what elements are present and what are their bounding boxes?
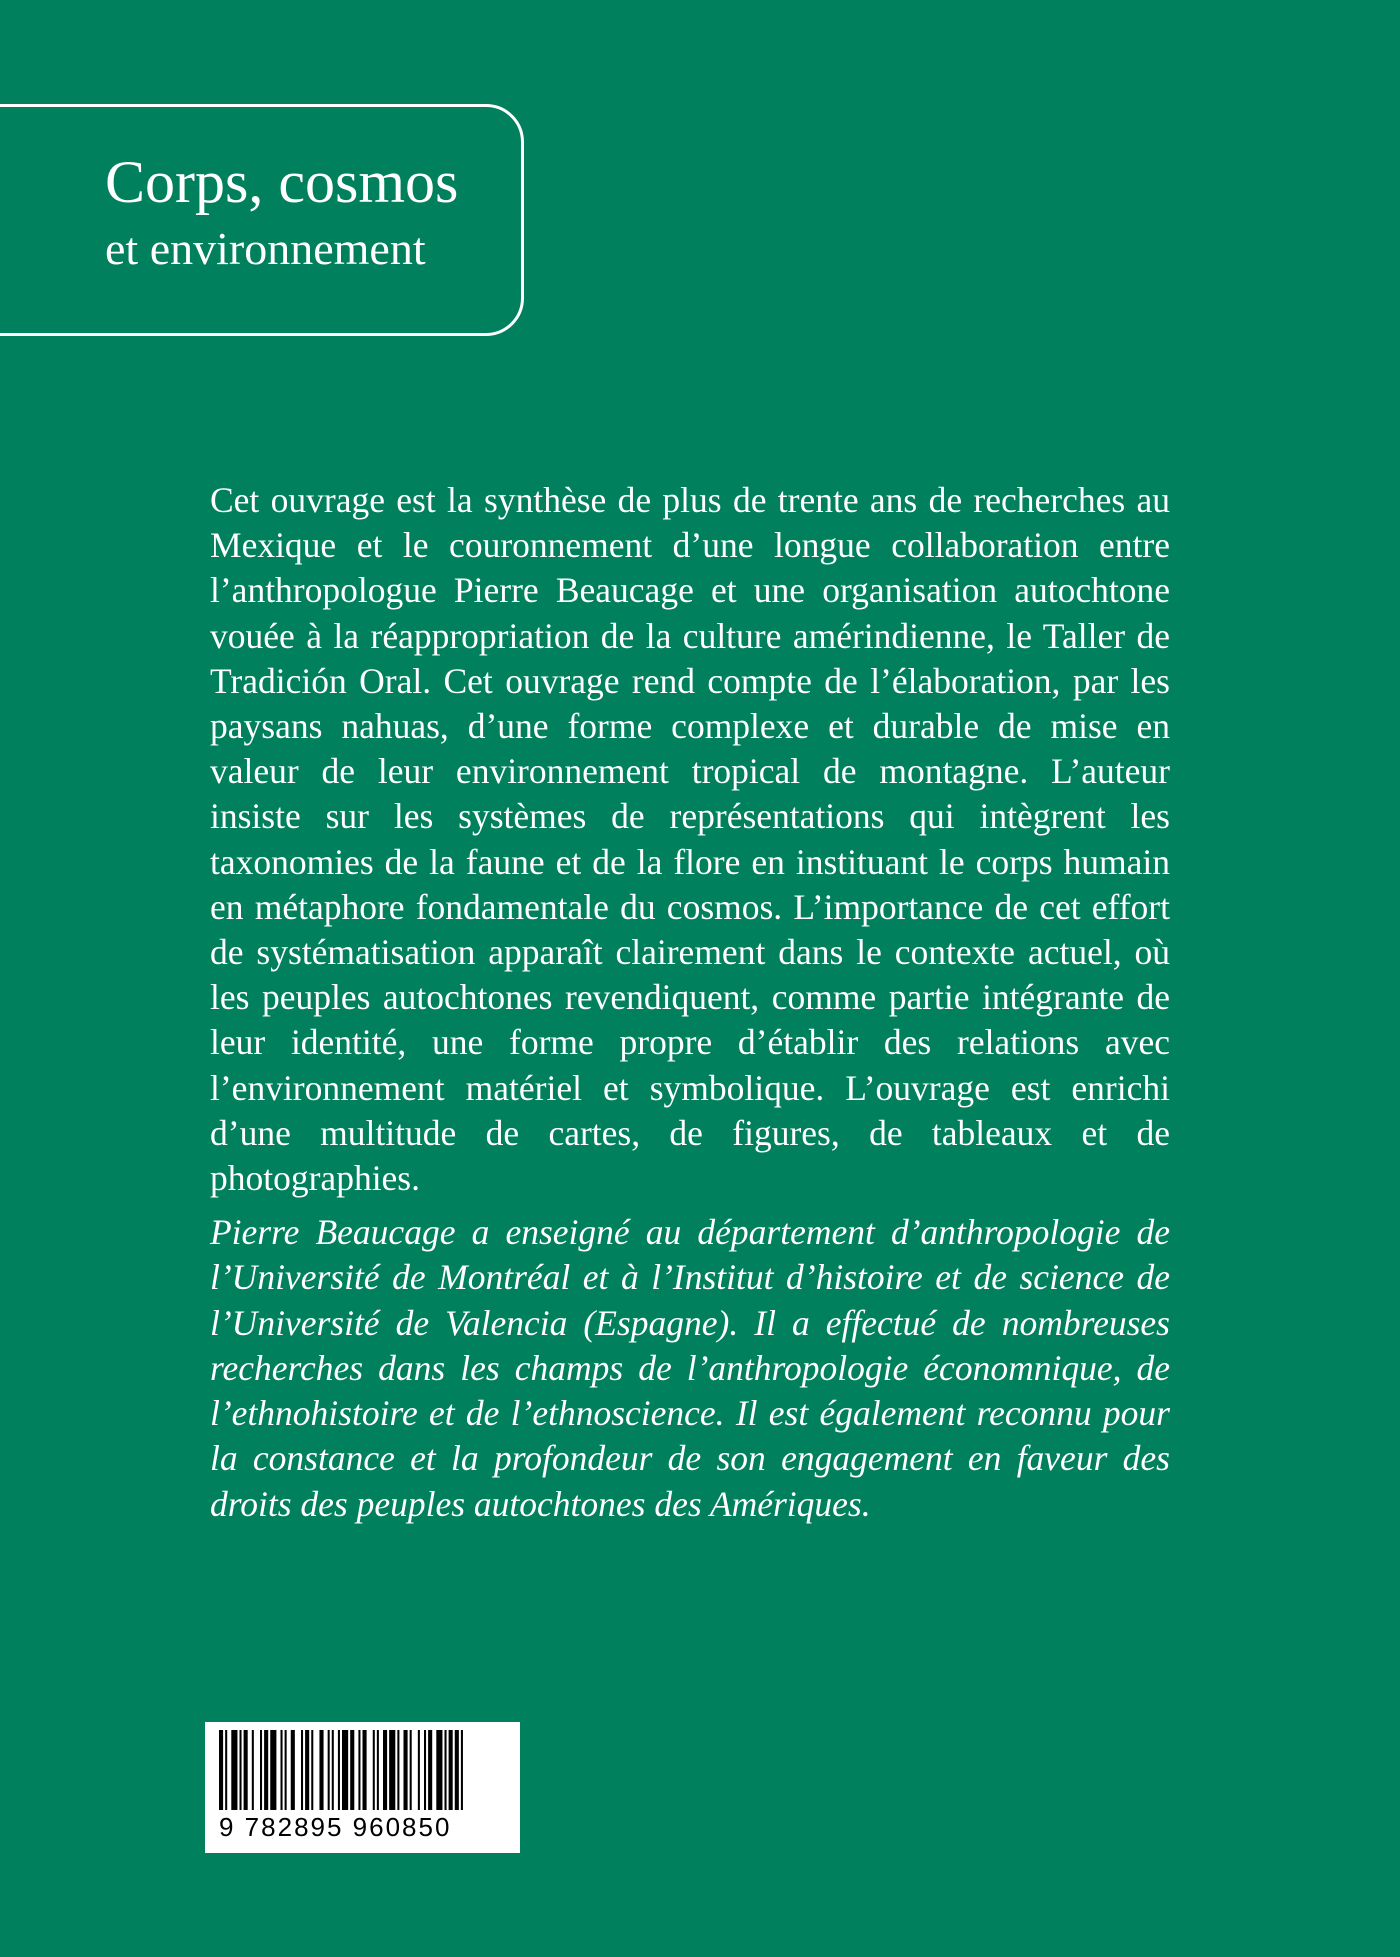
barcode-bar	[428, 1730, 432, 1810]
isbn-barcode	[205, 1722, 520, 1853]
barcode-bar	[461, 1730, 463, 1810]
barcode-bar	[418, 1730, 420, 1810]
book-title-line-2: et environnement	[105, 223, 426, 274]
title-frame	[0, 104, 524, 336]
barcode-bar	[285, 1730, 287, 1810]
barcode-bar	[449, 1730, 453, 1810]
book-title-line-1: Corps, cosmos	[105, 149, 459, 215]
barcode-bar	[332, 1730, 334, 1810]
barcode-bar	[319, 1730, 323, 1810]
barcode-bar	[291, 1730, 295, 1810]
barcode-bar	[377, 1730, 379, 1810]
barcode-bar	[270, 1730, 276, 1810]
barcode-bar	[231, 1730, 237, 1810]
barcode-bar	[338, 1730, 340, 1810]
barcode-bar	[301, 1730, 303, 1810]
barcode-bar	[424, 1730, 426, 1810]
barcode-bar	[363, 1730, 367, 1810]
barcode-bar	[264, 1730, 268, 1810]
barcode-bar	[389, 1730, 395, 1810]
book-description: Cet ouvrage est la synthèse de plus de trente ans de recherches au Mexique et le couronnement d’une longue collaboration entre l’anthropologue Pierre Beaucage et une organisation autochtone vouée à la réappropriation de la culture amérindienne, le Taller de Tradición Oral. Cet ouvrage rend compte de l’élaboration, par les paysans nahuas, d’une forme complexe et durable de mise en valeur de leur environnement tropical de montagne. L’auteur insiste sur les systèmes de représentations qui intègrent les taxonomies de la faune et de la flore en instituant le corps humain en métaphore fondamentale du cosmos. L’importance de cet effort de systématisation apparaît clairement dans le contexte actuel, où les peuples autochtones revendiquent, comme partie intégrante de leur identité, une forme propre d’établir des relations avec l’environnement matériel et symbolique. L’ouvrage est enrichi d’une multitude de cartes, de figures, de tableaux et de photographies.	[210, 480, 1170, 1199]
barcode-bar	[281, 1730, 283, 1810]
barcode-bar	[436, 1730, 442, 1810]
barcode-bar	[358, 1730, 360, 1810]
barcode-bar	[342, 1730, 348, 1810]
barcode-bar	[219, 1730, 223, 1810]
barcode-bar	[373, 1730, 375, 1810]
barcode-bars	[219, 1730, 507, 1810]
barcode-bar	[383, 1730, 387, 1810]
barcode-bar	[225, 1730, 227, 1810]
barcode-bar	[328, 1730, 330, 1810]
barcode-bar	[445, 1730, 447, 1810]
barcode-bar	[455, 1730, 459, 1810]
barcode-bar	[311, 1730, 313, 1810]
isbn-number: 9 782895 960850	[219, 1812, 452, 1842]
barcode-bar	[240, 1730, 242, 1810]
barcode-bar	[350, 1730, 354, 1810]
barcode-bar	[260, 1730, 262, 1810]
barcode-bar	[410, 1730, 412, 1810]
barcode-bar	[404, 1730, 408, 1810]
barcode-bar	[305, 1730, 309, 1810]
barcode-bar	[397, 1730, 399, 1810]
author-bio: Pierre Beaucage a enseigné au département d’anthropologie de l’Université de Montréal et à l’Institut d’histoire et de science de l’Université de Valencia (Espagne). Il a effectué de nombreuses recherches dans les champs de l’anthropologie économnique, de l’ethnohistoire et de l’ethnoscience. Il est également reconnu pour la constance et la profondeur de son engagement en faveur des droits des peuples autochtones des Amériques.	[210, 1212, 1170, 1524]
barcode-bar	[252, 1730, 254, 1810]
barcode-bar	[244, 1730, 248, 1810]
